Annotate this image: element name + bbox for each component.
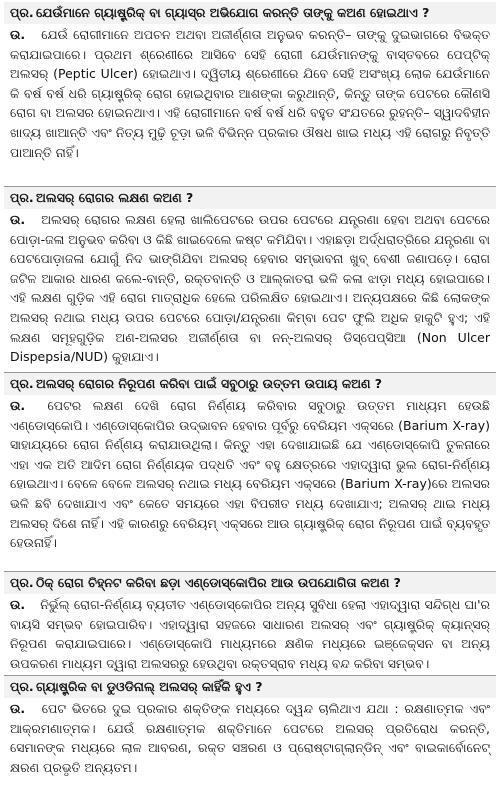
question-3 <box>4 373 496 395</box>
question-marker: ପ୍ର. <box>10 5 34 20</box>
answer-text: ଯେଉଁ ରୋଗୀମାନେ ଅପଚନ ଅଥବା ଅଜୀର୍ଣ୍ଣତା ଅନୁଭବ କରନ୍ତି– ତାଙ୍କୁ ଦୁଇଭାଗରେ ବିଭକ୍ତ କରାଯାଇପାରେ। ପ୍ରଥମ ଶ୍ରେଣୀରେ ଆସିବେ ସେହି ରୋଗୀ ଯେଉଁମାନଙ୍କୁ ବାସ୍ତବରେ ପେପ୍ଟିକ୍ ଅଲସର୍ (Peptic Ulcer) ହୋଇଥାଏ। ଦ୍ୱିତୀୟ ଶ୍ରେଣୀରେ ଯିବେ ସେହି ଅସଂଖ୍ୟ ଲୋକ ଯେଉଁମାନେ କି ବର୍ଷ ବର୍ଷ ଧରି ଗ୍ୟାଷ୍ଟ୍ରିକ୍ ରୋଗ ହୋଇଥିବାର ଆଶଙ୍କା କରୁଥାନ୍ତି, କିନ୍ତୁ ତାଙ୍କ ପେଟରେ କୌଣସି ରୋଗ ବା ଅଲସର ହୋଇନଥାଏ। ଏହି ରୋଗୀମାନେ ବର୍ଷ ବର୍ଷ ଧରି ବହୁତ ସଂଯତରେ ରୁହନ୍ତି– ସ୍ୱାଦବିହୀନ ଖାଦ୍ୟ ଖାଆନ୍ତି ଏବଂ ନିତ୍ୟ ମୁଢ଼ି ଚୂଡ଼ା ଭଳି ବିଭିନ୍ନ ପ୍ରକାର ଔଷଧ ଖାଇ ମଧ୍ୟ ଏହି ରୋଗରୁ ନିବୃତ୍ତି ପାଆନ୍ତି ନାହିଁ। <box>10 27 490 160</box>
answer-marker: ଉ. <box>10 398 26 413</box>
question-text: ଅଲସର୍ ରୋଗର ନିରୂପଣ କରିବା ପାଇଁ ସବୁଠାରୁ ଉତ୍ତମ ଉପାୟ କଅଣ ? <box>36 376 383 391</box>
qa-block-3 <box>4 373 496 572</box>
question-5 <box>4 676 496 698</box>
question-4 <box>4 572 496 594</box>
answer-5 <box>4 698 496 780</box>
answer-text: ଅଲସର୍ ରୋଗର ଲକ୍ଷଣ ହେଲା ଖାଲିପେଟରେ ଉପର ପେଟରେ ଯନ୍ତ୍ରଣା ହେବା ଅଥବା ପେଟରେ ପୋଡ଼ା-ଜଳା ଅନୁଭବ କରିବା ଓ କିଛି ଖାଇଦେଲେ କଷ୍ଟ କମିଯିବା। ଏହାଛଡ଼ା ଅର୍ଦ୍ଧରାତ୍ରିରେ ଯନ୍ତ୍ରଣା ବା ପେଟପୋଡ଼ାଜଳା ଯୋଗୁଁ ନିଦ ଭାଙ୍ଗିଯିବା ଅଲସର୍ ହେବାର ସମ୍ଭାବନା ଖୁବ୍ ବେଶୀ ଜଣାପଡ଼େ। ରୋଗ ଜଟିଳ ଆକାର ଧାରଣ କଲେ-ବାନ୍ତି, ରକ୍ତବାନ୍ତି ଓ ଆଲ୍‌କାତରା ଭଳି କଳା ଝାଡ଼ା ମଧ୍ୟ ହୋଇପାରେ। ଏହି ଲକ୍ଷଣ ଗୁଡ଼ିକ ଏହି ରୋଗ ମାତ୍ରାଧିକ ହେଲେ ପରିଲକ୍ଷିତ ହୋଇଥାଏ। ଅନ୍ୟପକ୍ଷରେ କିଛି ଲୋକଙ୍କ ଅଲସର୍ ନଥାଇ ମଧ୍ୟ ଉପର ପେଟରେ ପୋଡ଼ା/ଯନ୍ତ୍ରଣା କିମ୍ବା ପେଟ ଫୁଲି ଅଧିକ ହାକୁଟି ହୁଏ; ଏହି ଲକ୍ଷଣ ସମୂହଗୁଡ଼ିକ ଅଣ-ଅଲସର ଅଜୀର୍ଣ୍ଣତା ବା ନନ୍-ଅଲସର୍ ଡିସ୍‌ପେପ୍‌ସିଆ (Non Ulcer Dispepsia/NUD) କୁହାଯାଏ। <box>10 212 490 365</box>
answer-1 <box>4 24 496 165</box>
answer-marker: ଉ. <box>10 597 26 612</box>
answer-2 <box>4 209 496 370</box>
answer-marker: ଉ. <box>10 212 26 227</box>
question-text: ଅଲସର୍ ରୋଗର ଲକ୍ଷଣ କଅଣ ? <box>36 190 194 205</box>
answer-4 <box>4 594 496 676</box>
answer-text: ପେଟର ଲକ୍ଷଣ ଦେଖି ରୋଗ ନିର୍ଣ୍ଣୟ କରିବାର ସବୁଠାରୁ ଉତ୍ତମ ମାଧ୍ୟମ ହେଉଛି ଏଣ୍ଡୋସ୍କୋପି। ଏଣ୍ଡୋସ୍କୋପିର ଉଦ୍ଭାବନ ହେବାର ପୂର୍ବରୁ ବେରିୟମ ଏକ୍ସରେ (Barium X-ray) ସାହାଯ୍ୟରେ ରୋଗ ନିର୍ଣ୍ଣୟ କରାଯାଉଥିଲା। କିନ୍ତୁ ଏହା ଦେଖାଯାଇଛି ଯେ ଏଣ୍ଡୋସ୍କୋପି ତୁଳନାରେ ଏହା ଏକ ଅତି ଆଦିମ ରୋଗ ନିର୍ଣ୍ଣୟକ ପଦ୍ଧତି ଏବଂ ବହୁ କ୍ଷେତ୍ରରେ ଏହାଦ୍ୱାରା ଭୁଲ ରୋଗ-ନିର୍ଣ୍ଣୟ ହୋଇଥାଏ। ବେଳେ ବେଳେ ଅଲସର୍ ନଥାଇ ମଧ୍ୟ ବେରିୟମ ଏକ୍ସରେ (Barium X-ray)ରେ ଅଲସର ଭଳି ଛବି ଦେଖାଯାଏ ଏବଂ କେତେ ସମୟରେ ଏହା ବିପରୀତ ମଧ୍ୟ ଦେଖାଯାଏ; ଅଲସର୍ ଥାଇ ମଧ୍ୟ ଅଲସର୍ ଦିଶେ ନାହିଁ। ଏହି କାରଣରୁ ବେରିୟମ୍ ଏକ୍ସରେ ଆଉ ଗ୍ୟାଷ୍ଟ୍ରିକ୍ ରୋଗ ନିରୂପଣ ପାଇଁ ବ୍ୟବହୃତ ହେଉନାହିଁ। <box>10 398 490 551</box>
question-2 <box>4 187 496 209</box>
question-text: ଗ୍ୟାଷ୍ଟ୍ରିକ ବା ଡୁଓଡିନାଲ୍ ଅଲସର୍ କାହିଁକି ହୁଏ ? <box>36 679 263 694</box>
answer-text: ନିର୍ଭୁଲ୍ ରୋଗ-ନିର୍ଣ୍ଣୟ ବ୍ୟତୀତ ଏଣ୍ଡୋସ୍କୋପିର ଅନ୍ୟ ସୁବିଧା ହେଲା ଏହାଦ୍ୱାରା ସନ୍ଦିଗ୍ଧ ଘା'ର ବାୟସି ସମ୍ଭବ ହୋଇପାରିବ। ଏହାଦ୍ୱାରା ସହଜରେ ସାଧାରଣ ଅଲସର୍ ଏବଂ ଗ୍ୟାଷ୍ଟ୍ରିକ୍ କ୍ୟାନ୍‌ସର୍ ନିରୂପଣ କରାଯାଇପାରେ। ଏଣ୍ଡୋସ୍କୋପି ମାଧ୍ୟମରେ କ୍ଷଣିକ ମଧ୍ୟରେ ଇଞ୍ଜେକ୍‌ସନ ବା ଅନ୍ୟ ଉପକରଣ ମାଧ୍ୟମ ଦ୍ୱାରା ଅଲସରରୁ ହେଉଥିବା ରକ୍ତସ୍ରାବ ମଧ୍ୟ ବନ୍ଦ କରିବା ସମ୍ଭବ। <box>10 597 490 671</box>
answer-3 <box>4 395 496 556</box>
qa-block-5 <box>4 676 496 791</box>
answer-marker: ଉ. <box>10 27 26 42</box>
qa-block-2 <box>4 187 496 373</box>
qa-block-4 <box>4 572 496 676</box>
question-marker: ପ୍ର. <box>10 190 34 205</box>
question-text: ଠିକ୍ ରୋଗ ଚିହ୍ନଟ କରିବା ଛଡ଼ା ଏଣ୍ଡୋସ୍କୋପିର ଆଉ ଉପଯୋଗିତା କଅଣ ? <box>36 575 401 590</box>
qa-block-1 <box>4 2 496 187</box>
question-marker: ପ୍ର. <box>10 679 34 694</box>
answer-text: ପେଟ ଭିତରେ ଦୁଇ ପ୍ରକାର ଶକ୍ତିଙ୍କ ମଧ୍ୟରେ ଦ୍ୱନ୍ଦ ଚାଲିଥାଏ ଯଥା : ରକ୍ଷଣାତ୍ମକ ଏବଂ ଆକ୍ରମଣାତ୍ମକ। ଯେଉଁ ରକ୍ଷଣାତ୍ମକ ଶକ୍ତିମାନେ ପେଟରେ ଅଲସର୍ ପ୍ରତିରୋଧ କରନ୍ତି, ସେମାନଙ୍କ ମଧ୍ୟରେ ଲାଳ ଆବରଣ, ରକ୍ତ ସଞ୍ଚରଣ ଓ ପ୍ରୋଷ୍ଟାଗ୍ଲାନ୍‌ଡିନ୍ ଏବଂ ବାଇକାର୍ବୋନେଟ୍ କ୍ଷରଣ ପ୍ରଭୃତି ଅନ୍ୟତମ। <box>10 701 490 775</box>
question-marker: ପ୍ର. <box>10 575 34 590</box>
question-text: ଯେଉଁମାନେ ଗ୍ୟାଷ୍ଟ୍ରିକ୍ ବା ଗ୍ୟାସ୍‌ର ଅଭିଯୋଗ କରନ୍ତି ତାଙ୍କୁ କଅଣ ହୋଇଥାଏ ? <box>36 5 430 20</box>
question-1 <box>4 2 496 24</box>
answer-marker: ଉ. <box>10 701 26 716</box>
question-marker: ପ୍ର. <box>10 376 34 391</box>
